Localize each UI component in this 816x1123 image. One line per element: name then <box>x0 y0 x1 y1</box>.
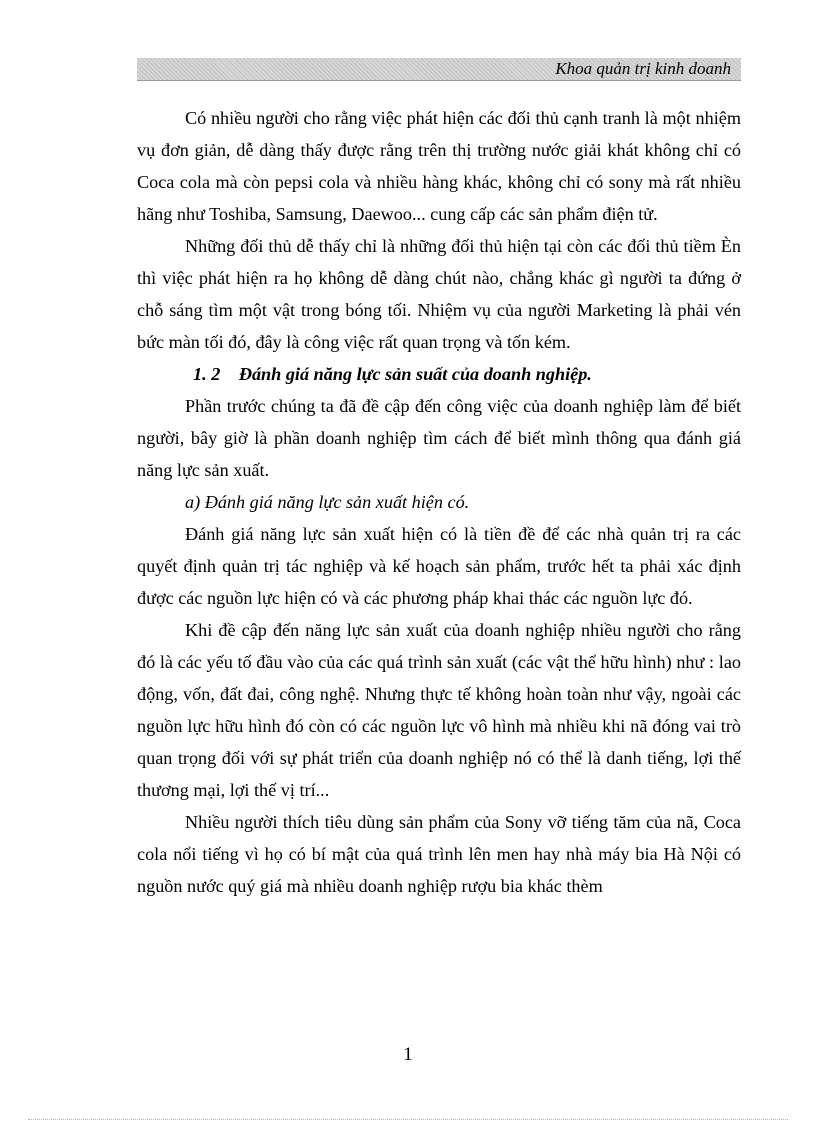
page-header-bar <box>137 58 741 81</box>
paragraph-tangible-intangible: Khi đề cập đến năng lực sản xuất của doanh nghiệp nhiều người cho rằng đó là các yếu tố đầu vào của các quá trình sản xuất (các vật thể hữu hình) như : lao động, vốn, đất đai, công nghệ. Nhưng thực tế không hoàn toàn như vậy, ngoài các nguồn lực hữu hình đó còn có các nguồn lực vô hình mà nhiều khi nã đóng vai trò quan trọng đối với sự phát triển của doanh nghiệp nó có thể là danh tiếng, lợi thế thương mại, lợi thế vị trí... <box>137 620 741 800</box>
paragraph-brand-examples: Nhiều người thích tiêu dùng sản phẩm của Sony vỡ tiếng tăm của nã, Coca cola nổi tiếng vì họ có bí mật của quá trình lên men hay nhà máy bia Hà Nội có nguồn nước quý giá mà nhiều doanh nghiệp rượu bia khác thèm <box>137 812 741 896</box>
paragraph-section-intro: Phần trước chúng ta đã đề cập đến công việc của doanh nghiệp làm để biết người, bây giờ là phần doanh nghiệp tìm cách để biết mình thông qua đánh giá năng lực sản xuất. <box>137 396 741 480</box>
document-body <box>137 102 741 902</box>
page-number: 1 <box>403 1044 413 1065</box>
header-faculty-name: Khoa quản trị kinh doanh <box>555 59 731 78</box>
paragraph-competitors-intro: Có nhiều người cho rằng việc phát hiện các đối thủ cạnh tranh là một nhiệm vụ đơn giản, dễ dàng thấy được rằng trên thị trường nước giải khát không chỉ có Coca cola mà còn pepsi cola và nhiều hàng khác, không chỉ có sony mà rất nhiều hãng như Toshiba, Samsung, Daewoo... cung cấp các sản phẩm điện tử. <box>137 108 741 224</box>
subheading-a: a) Đánh giá năng lực sản xuất hiện có. <box>185 492 470 512</box>
paragraph-capacity-assessment: Đánh giá năng lực sản xuất hiện có là tiền đề để các nhà quản trị ra các quyết định quản trị tác nghiệp và kế hoạch sản phẩm, trước hết ta phải xác định được các nguồn lực hiện có và các phương pháp khai thác các nguồn lực đó. <box>137 524 741 608</box>
section-title: Đánh giá năng lực sản suất của doanh nghiệp. <box>238 364 592 384</box>
section-heading <box>137 358 741 390</box>
paragraph-hidden-competitors: Những đối thủ dễ thấy chỉ là những đối thủ hiện tại còn các đối thủ tiềm Èn thì việc phát hiện ra họ không dễ dàng chút nào, chẳng khác gì người ta đứng ở chỗ sáng tìm một vật trong bóng tối. Nhiệm vụ của người Marketing là phải vén bức màn tối đó, đây là công việc rất quan trọng và tốn kém. <box>137 236 741 352</box>
section-number: 1. 2 <box>193 364 221 384</box>
page-bottom-divider <box>28 1119 788 1120</box>
